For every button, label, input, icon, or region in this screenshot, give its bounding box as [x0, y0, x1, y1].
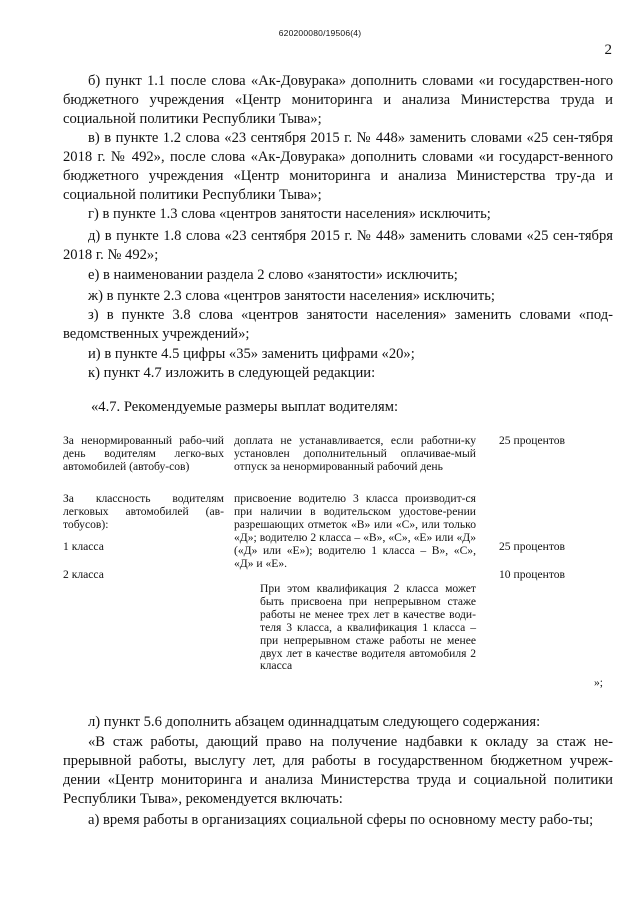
- item-a: а) время работы в организациях социальной сферы по основному месту рабо-ты;: [88, 812, 594, 828]
- table-row2-condition: присвоение водителю 3 класса производит-ся при наличии в водительском удостове-рении разрешающих отметок «В» или «С», или только «Д»; водителю 2 класса – «В», «С», «Е» или «Д» («Д» или «Е»); водителю 1 класса – В», «С», «Д» и «Е».: [234, 492, 476, 570]
- item-zh: ж) в пункте 2.3 слова «центров занятости населения» исключить;: [88, 288, 495, 304]
- table-class2-label: 2 класса: [63, 568, 104, 581]
- item-e: е) в наименовании раздела 2 слово «занятости» исключить;: [88, 267, 458, 283]
- section-heading: «4.7. Рекомендуемые размеры выплат водителям:: [91, 399, 399, 415]
- item-i: и) в пункте 4.5 цифры «35» заменить цифрами «20»;: [88, 346, 415, 362]
- table-row2-label: За классность водителям легковых автомобилей (ав-тобусов):: [63, 492, 224, 531]
- item-l: л) пункт 5.6 дополнить абзацем одиннадцатым следующего содержания:: [88, 714, 541, 730]
- item-v: в) в пункте 1.2 слова «23 сентября 2015 г. № 448» заменить словами «25 сен-тября 2018 г. № 492», после слова «Ак-Довурака» дополнить словами «и государст-венного бюджетного учреждения «Центр мониторинга и анализа Министерства тру-да и социальной политики Республики Тыва»;: [63, 130, 613, 203]
- table-row2-note: При этом квалификация 2 класса может быть присвоена при непрерывном стаже работы не менее трех лет в качестве води-теля 3 класса, а квалификация 1 класса – при непрерывном стаже работы не менее двух лет в качестве водителя автомобиля 2 класса: [260, 582, 476, 673]
- table-closing-quote: »;: [594, 676, 604, 689]
- table-row1-label: За ненормированный рабо-чий день водителям легко-вых автомобилей (автобу-сов): [63, 434, 224, 473]
- item-quote: «В стаж работы, дающий право на получение надбавки к окладу за стаж не-прерывной работы, выслугу лет, для работы в государственном бюджетном учреж-дении «Центр мониторинга и анализа Министерства труда и социальной политики Республики Тыва», рекомендуется включать:: [63, 734, 613, 807]
- table-class1-value: 25 процентов: [499, 540, 566, 553]
- document-number: 620200080/19506(4): [278, 28, 362, 38]
- item-g: г) в пункте 1.3 слова «центров занятости населения» исключить;: [88, 206, 491, 222]
- item-d: д) в пункте 1.8 слова «23 сентября 2015 г. № 448» заменить словами «25 сен-тября 2018 г. № 492»;: [63, 228, 613, 263]
- table-class2-value: 10 процентов: [499, 568, 566, 581]
- page-number: 2: [604, 42, 612, 58]
- item-b: б) пункт 1.1 после слова «Ак-Довурака» дополнить словами «и государствен-ного бюджетного учреждения «Центр мониторинга и анализа Министерства труда и социальной политики Республики Тыва»;: [63, 73, 613, 127]
- table-class1-label: 1 класса: [63, 540, 104, 553]
- item-k: к) пункт 4.7 изложить в следующей редакции:: [88, 365, 376, 381]
- item-z: з) в пункте 3.8 слова «центров занятости населения» заменить словами «под-ведомственных учреждений»;: [63, 307, 613, 342]
- table-row1-condition: доплата не устанавливается, если работни-ку установлен дополнительный оплачивае-мый отпуск за ненормированный рабочий день: [234, 434, 476, 473]
- table-row1-value: 25 процентов: [499, 434, 566, 447]
